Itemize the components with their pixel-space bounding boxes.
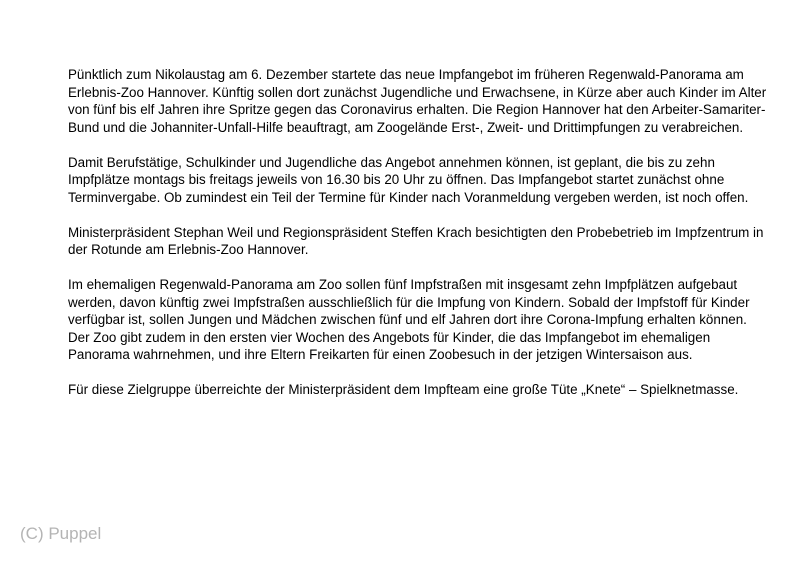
paragraph-1: Pünktlich zum Nikolaustag am 6. Dezember startete das neue Impfangebot im früheren Regenwald-Panorama am Erlebnis-Zoo Hannover. Künftig sollen dort zunächst Jugendliche und Erwachsene, in Kürze aber auch Kinder im Alter von fünf bis elf Jahren ihre Spritze gegen das Coronavirus erhalten. Die Region Hannover hat den Arbeiter-Samariter-Bund und die Johanniter-Unfall-Hilfe beauftragt, am Zoogelände Erst-, Zweit- und Drittimpfungen zu verabreichen. — [68, 67, 767, 135]
paragraph-3: Ministerpräsident Stephan Weil und Regionspräsident Steffen Krach besichtigten den Probebetrieb im Impfzentrum in der Rotunde am Erlebnis-Zoo Hannover. — [68, 224, 764, 257]
paragraph-5: Für diese Zielgruppe überreichte der Ministerpräsident dem Impfteam eine große Tüte „Knete“ – Spielknetmasse. — [68, 382, 739, 397]
paragraph-2: Damit Berufstätige, Schulkinder und Jugendliche das Angebot annehmen können, ist geplant, die bis zu zehn Impfplätze montags bis freitags jeweils von 16.30 bis 20 Uhr zu öffnen. Das Impfangebot startet zunächst ohne Terminvergabe. Ob zumindest ein Teil der Termine für Kinder nach Voranmeldung vergeben werden, ist noch offen. — [68, 154, 749, 205]
copyright-watermark: (C) Puppel — [20, 524, 102, 543]
paragraph-4: Im ehemaligen Regenwald-Panorama am Zoo sollen fünf Impfstraßen mit insgesamt zehn Impfplätzen aufgebaut werden, davon künftig zwei Impfstraßen ausschließlich für die Impfung von Kindern. Sobald der Impfstoff für Kinder verfügbar ist, sollen Jungen und Mädchen zwischen fünf und elf Jahren dort ihre Corona-Impfung erhalten können. Der Zoo gibt zudem in den ersten vier Wochen des Angebots für Kinder, die das Impfangebot im ehemaligen Panorama wahrnehmen, und ihre Eltern Freikarten für einen Zoobesuch in der jetzigen Wintersaison aus. — [68, 277, 750, 362]
document-body — [68, 66, 768, 416]
